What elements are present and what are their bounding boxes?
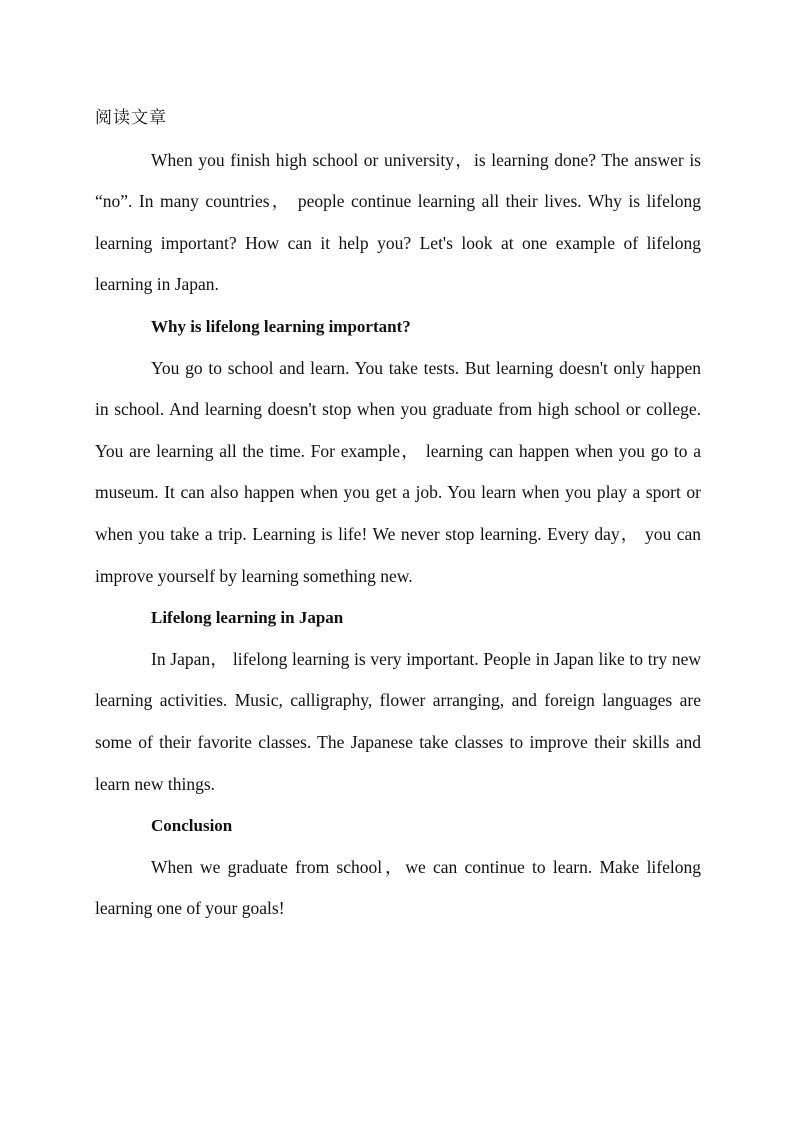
section-heading-conclusion: Conclusion — [151, 816, 233, 836]
document-page — [95, 98, 701, 930]
section-heading-importance: Why is lifelong learning important? — [151, 316, 411, 336]
section-body-japan: In Japan， lifelong learning is very important. People in Japan like to try new learning activities. Music, calligraphy, flower arranging, and foreign languages are some of their favorite classes. The Japanese take classes to improve their skills and learn new things. — [95, 648, 701, 794]
intro-paragraph: When you finish high school or university，is learning done? The answer is “no”. In many countries， people continue learning all their lives. Why is lifelong learning important? How can it help you? Let's look at one example of lifelong learning in Japan. — [95, 149, 701, 295]
section-heading-japan: Lifelong learning in Japan — [151, 608, 344, 628]
section-body-importance: You go to school and learn. You take tests. But learning doesn't only happen in school. And learning doesn't stop when you graduate from high school or college. You are learning all the time. For example， learning can happen when you go to a museum. It can also happen when you get a job. You learn when you play a sport or when you take a trip. Learning is life! We never stop learning. Every day， you can improve yourself by learning something new. — [95, 357, 701, 586]
document-title: 阅读文章 — [95, 108, 167, 128]
section-body-conclusion: When we graduate from school，we can continue to learn. Make lifelong learning one of your goals! — [95, 856, 701, 919]
